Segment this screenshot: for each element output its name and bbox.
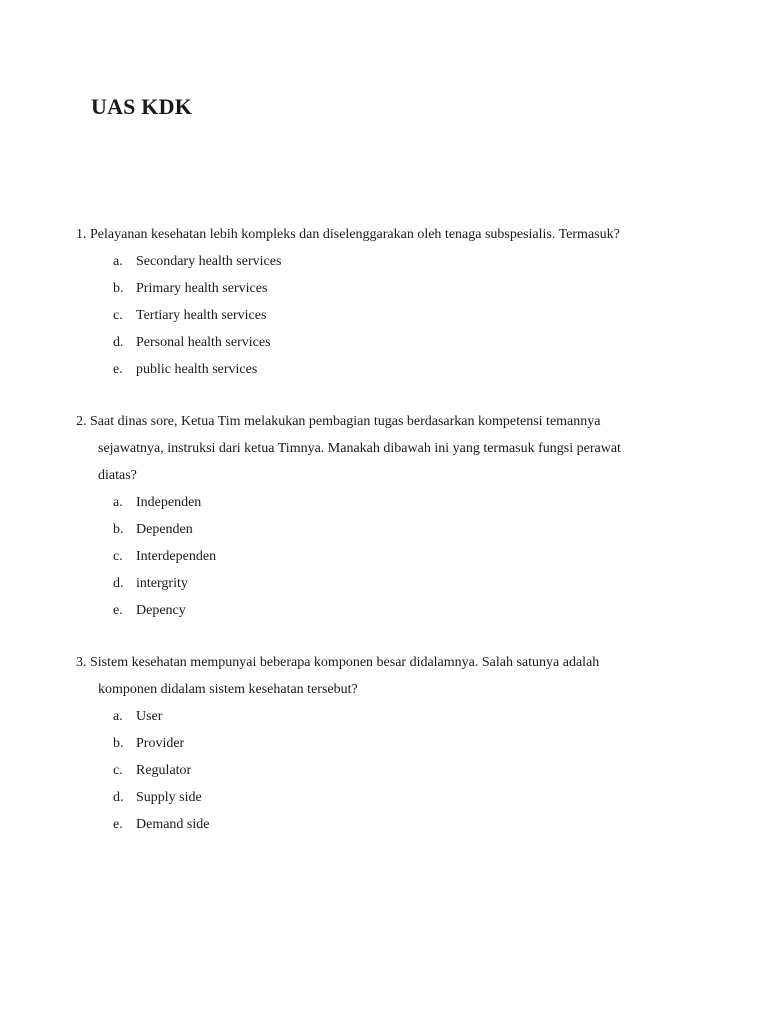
option-e xyxy=(76,816,716,843)
option-b xyxy=(76,521,716,548)
option-text: Provider xyxy=(136,736,185,751)
option-letter: d. xyxy=(113,576,124,591)
option-list xyxy=(76,253,716,388)
option-text: Personal health services xyxy=(136,335,271,350)
option-text: User xyxy=(136,709,163,724)
option-d xyxy=(76,575,716,602)
option-a xyxy=(76,708,716,735)
option-text: Primary health services xyxy=(136,281,268,296)
option-text: Dependen xyxy=(136,522,193,537)
option-letter: b. xyxy=(113,736,124,751)
option-text: Supply side xyxy=(136,790,202,805)
option-e xyxy=(76,602,716,629)
document-title: UAS KDK xyxy=(91,94,193,119)
question-2 xyxy=(76,413,716,629)
option-a xyxy=(76,253,716,280)
option-text: intergrity xyxy=(136,576,188,591)
option-letter: d. xyxy=(113,790,124,805)
option-letter: b. xyxy=(113,522,124,537)
question-text-continued: komponen didalam sistem kesehatan tersebut? xyxy=(98,682,358,697)
option-b xyxy=(76,735,716,762)
option-text: Secondary health services xyxy=(136,254,282,269)
option-letter: c. xyxy=(113,308,123,323)
question-text: 2. Saat dinas sore, Ketua Tim melakukan pembagian tugas berdasarkan kompetensi temannya xyxy=(76,414,601,429)
option-list xyxy=(76,708,716,843)
option-letter: e. xyxy=(113,603,123,618)
question-3 xyxy=(76,654,716,843)
question-text-continued: sejawatnya, instruksi dari ketua Timnya. Manakah dibawah ini yang termasuk fungsi perawat xyxy=(98,441,621,456)
option-c xyxy=(76,762,716,789)
option-text: Regulator xyxy=(136,763,192,778)
option-letter: e. xyxy=(113,362,123,377)
question-1 xyxy=(76,226,716,388)
option-text: Interdependen xyxy=(136,549,217,564)
option-e xyxy=(76,361,716,388)
option-text: Independen xyxy=(136,495,202,510)
question-text: 3. Sistem kesehatan mempunyai beberapa komponen besar didalamnya. Salah satunya adalah xyxy=(76,655,600,670)
option-text: public health services xyxy=(136,362,258,377)
option-letter: d. xyxy=(113,335,124,350)
option-letter: a. xyxy=(113,495,123,510)
option-text: Depency xyxy=(136,603,186,618)
question-text-continued: diatas? xyxy=(98,468,137,483)
option-letter: c. xyxy=(113,763,123,778)
option-list xyxy=(76,494,716,629)
option-c xyxy=(76,548,716,575)
option-letter: c. xyxy=(113,549,123,564)
option-letter: a. xyxy=(113,709,123,724)
option-letter: e. xyxy=(113,817,123,832)
option-text: Tertiary health services xyxy=(136,308,267,323)
option-d xyxy=(76,334,716,361)
option-d xyxy=(76,789,716,816)
option-text: Demand side xyxy=(136,817,210,832)
option-letter: b. xyxy=(113,281,124,296)
option-b xyxy=(76,280,716,307)
option-c xyxy=(76,307,716,334)
question-text: 1. Pelayanan kesehatan lebih kompleks dan diselenggarakan oleh tenaga subspesialis. Termasuk? xyxy=(76,227,620,242)
option-letter: a. xyxy=(113,254,123,269)
option-a xyxy=(76,494,716,521)
